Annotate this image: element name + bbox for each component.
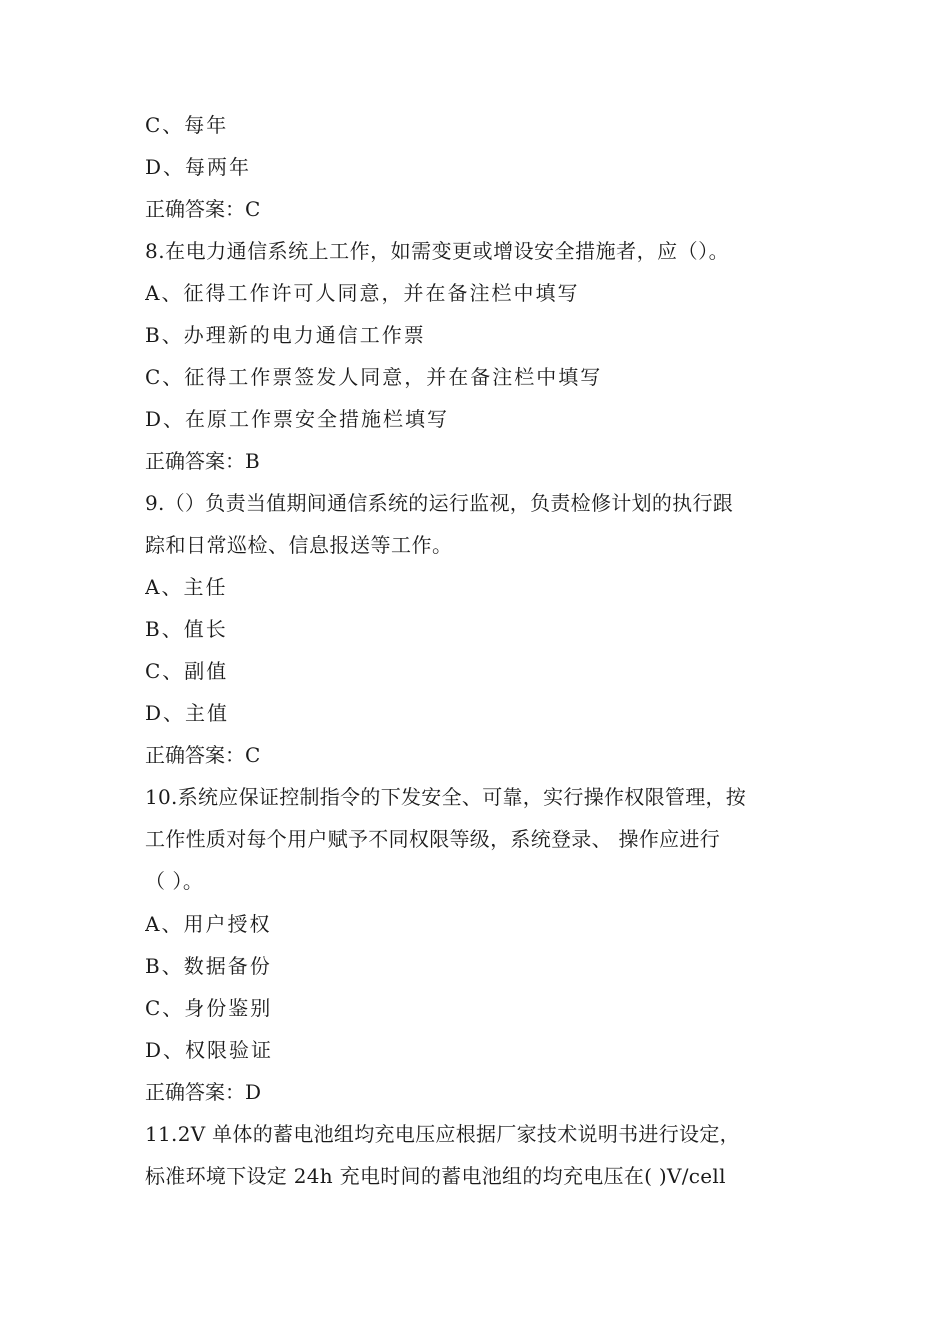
option-c-q8: C、征得工作票签发人同意，并在备注栏中填写 — [145, 365, 603, 389]
option-b-q10: B、数据备份 — [145, 954, 272, 978]
option-a-q8: A、征得工作许可人同意，并在备注栏中填写 — [145, 281, 580, 305]
answer-q8: 正确答案：B — [145, 449, 260, 473]
answer-q7: 正确答案：C — [145, 197, 261, 221]
question-10-stem-end: （ ）。 — [145, 869, 204, 893]
option-b-q8: B、办理新的电力通信工作票 — [145, 323, 426, 347]
option-b-q9: B、值长 — [145, 617, 228, 641]
option-d-q9: D、主值 — [145, 701, 230, 725]
question-10-stem-cont: 工作性质对每个用户赋予不同权限等级，系统登录、 操作应进行 — [145, 827, 721, 851]
question-9-stem-cont: 踪和日常巡检、信息报送等工作。 — [145, 533, 453, 557]
option-a-q9: A、主任 — [145, 575, 228, 599]
option-d-q7: D、每两年 — [145, 155, 252, 179]
question-8-stem: 8.在电力通信系统上工作，如需变更或增设安全措施者，应（）。 — [145, 239, 730, 263]
answer-q10: 正确答案：D — [145, 1080, 262, 1104]
option-d-q10: D、权限验证 — [145, 1038, 274, 1062]
question-10-stem: 10.系统应保证控制指令的下发安全、可靠，实行操作权限管理，按 — [145, 785, 747, 809]
question-11-stem-cont: 标准环境下设定 24h 充电时间的蓄电池组的均充电压在( )V/cell — [145, 1164, 726, 1188]
answer-q9: 正确答案：C — [145, 743, 261, 767]
option-c-q10: C、身份鉴别 — [145, 996, 273, 1020]
question-9-stem: 9.（）负责当值期间通信系统的运行监视，负责检修计划的执行跟 — [145, 491, 734, 515]
option-d-q8: D、在原工作票安全措施栏填写 — [145, 407, 450, 431]
option-c-q7: C、每年 — [145, 113, 229, 137]
option-c-q9: C、副值 — [145, 659, 229, 683]
option-a-q10: A、用户授权 — [145, 912, 272, 936]
question-11-stem: 11.2V 单体的蓄电池组均充电压应根据厂家技术说明书进行设定， — [145, 1122, 740, 1146]
